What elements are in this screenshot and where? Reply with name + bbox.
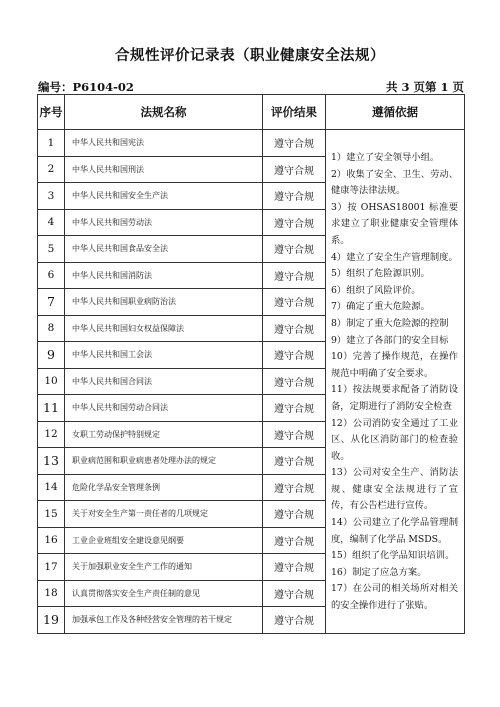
row-law-name: 中华人民共和国合同法: [65, 368, 263, 395]
row-law-name: 加强承包工作及各种经营安全管理的若干规定: [65, 607, 263, 634]
basis-cell: [326, 130, 465, 634]
basis-item: 12）公司消防安全通过了工业区、从化区消防部门的检查验收。: [331, 417, 458, 462]
row-seq: 18: [38, 580, 65, 607]
row-law-name: 女职工劳动保护特别规定: [65, 421, 263, 448]
row-result: 遵守合规: [263, 183, 326, 210]
row-seq: 8: [38, 315, 65, 342]
row-law-name: 中华人民共和国职业病防治法: [65, 289, 263, 316]
row-law-name: 危险化学品安全管理条例: [65, 474, 263, 501]
row-seq: 5: [38, 236, 65, 263]
page-info: 共 3 页第 1 页: [385, 80, 464, 94]
row-result: 遵守合规: [263, 554, 326, 581]
header-law-name: 法规名称: [65, 95, 263, 130]
row-law-name: 中华人民共和国食品安全法: [65, 236, 263, 263]
row-seq: 11: [38, 395, 65, 422]
row-seq: 1: [38, 130, 65, 157]
row-seq: 10: [38, 368, 65, 395]
row-result: 遵守合规: [263, 527, 326, 554]
row-law-name: 中华人民共和国消防法: [65, 262, 263, 289]
row-result: 遵守合规: [263, 315, 326, 342]
basis-item: 10）完善了操作规范，在操作规范中明确了安全要求。: [331, 351, 458, 379]
row-law-name: 中华人民共和国劳动合同法: [65, 395, 263, 422]
table-row: [38, 130, 465, 157]
row-result: 遵守合规: [263, 289, 326, 316]
row-law-name: 中华人民共和国宪法: [65, 130, 263, 157]
basis-item: 7）确定了重大危险源。: [331, 301, 430, 313]
row-result: 遵守合规: [263, 395, 326, 422]
row-seq: 14: [38, 474, 65, 501]
row-seq: 9: [38, 342, 65, 369]
row-seq: 15: [38, 501, 65, 528]
document-title: 合规性评价记录表（职业健康安全法规）: [115, 47, 385, 64]
row-result: 遵守合规: [263, 342, 326, 369]
basis-item: 8）制定了重大危险源的控制: [331, 317, 449, 329]
header-seq: 序号: [38, 95, 65, 130]
row-result: 遵守合规: [263, 607, 326, 634]
basis-item: 5）组织了危险源识别。: [331, 268, 430, 280]
row-seq: 4: [38, 209, 65, 236]
row-seq: 7: [38, 289, 65, 316]
row-law-name: 关于加强职业安全生产工作的通知: [65, 554, 263, 581]
row-result: 遵守合规: [263, 156, 326, 183]
row-seq: 6: [38, 262, 65, 289]
row-result: 遵守合规: [263, 368, 326, 395]
row-result: 遵守合规: [263, 448, 326, 475]
header-result: 评价结果: [263, 95, 326, 130]
row-result: 遵守合规: [263, 236, 326, 263]
row-seq: 19: [38, 607, 65, 634]
row-law-name: 认真贯彻落实安全生产责任制的意见: [65, 580, 263, 607]
row-seq: 16: [38, 527, 65, 554]
row-result: 遵守合规: [263, 421, 326, 448]
row-law-name: 中华人民共和国安全生产法: [65, 183, 263, 210]
basis-item: 16）制定了应急方案。: [331, 566, 427, 578]
basis-item: 14）公司建立了化学品管理制度，编制了化学品 MSDS。: [331, 517, 458, 545]
basis-item: 4）建立了安全生产管理制度。: [331, 251, 458, 263]
row-seq: 2: [38, 156, 65, 183]
row-result: 遵守合规: [263, 580, 326, 607]
header-basis: 遵循依据: [326, 95, 465, 130]
row-seq: 17: [38, 554, 65, 581]
basis-item: 15）组织了化学品知识培训。: [331, 550, 455, 562]
record-table-container: [37, 94, 464, 634]
row-law-name: 中华人民共和国工会法: [65, 342, 263, 369]
row-law-name: 中华人民共和国刑法: [65, 156, 263, 183]
row-seq: 3: [38, 183, 65, 210]
basis-item: 9）建立了各部门的安全目标: [331, 334, 449, 346]
row-result: 遵守合规: [263, 262, 326, 289]
basis-item: 6）组织了风险评价。: [331, 284, 421, 296]
compliance-record-table: [37, 94, 465, 634]
row-result: 遵守合规: [263, 130, 326, 157]
basis-item: 2）收集了安全、卫生、劳动、健康等法律法规。: [331, 168, 458, 197]
basis-item: 11）按法规要求配备了消防设备，定期进行了消防安全检查: [331, 384, 458, 412]
table-header-row: [38, 95, 465, 130]
row-law-name: 关于对安全生产第一责任者的几项规定: [65, 501, 263, 528]
basis-item: 13）公司对安全生产、消防法规、健康安全法规进行了宣传，有公告栏进行宣传。: [331, 467, 458, 512]
row-result: 遵守合规: [263, 501, 326, 528]
basis-item: 17）在公司的相关场所对相关的安全操作进行了张贴。: [331, 583, 458, 612]
row-result: 遵守合规: [263, 474, 326, 501]
document-number: 编号：P6104-02: [38, 80, 134, 94]
row-law-name: 工业企业班组安全建设意见纲要: [65, 527, 263, 554]
basis-item: 1）建立了安全领导小组。: [331, 152, 440, 163]
row-seq: 12: [38, 421, 65, 448]
row-law-name: 中华人民共和国劳动法: [65, 209, 263, 236]
row-law-name: 中华人民共和国妇女权益保障法: [65, 315, 263, 342]
basis-item: 3）按 OHSAS18001 标准要求建立了职业健康安全管理体系。: [331, 201, 458, 246]
row-result: 遵守合规: [263, 209, 326, 236]
row-seq: 13: [38, 448, 65, 475]
row-law-name: 职业病范围和职业病患者处理办法的规定: [65, 448, 263, 475]
